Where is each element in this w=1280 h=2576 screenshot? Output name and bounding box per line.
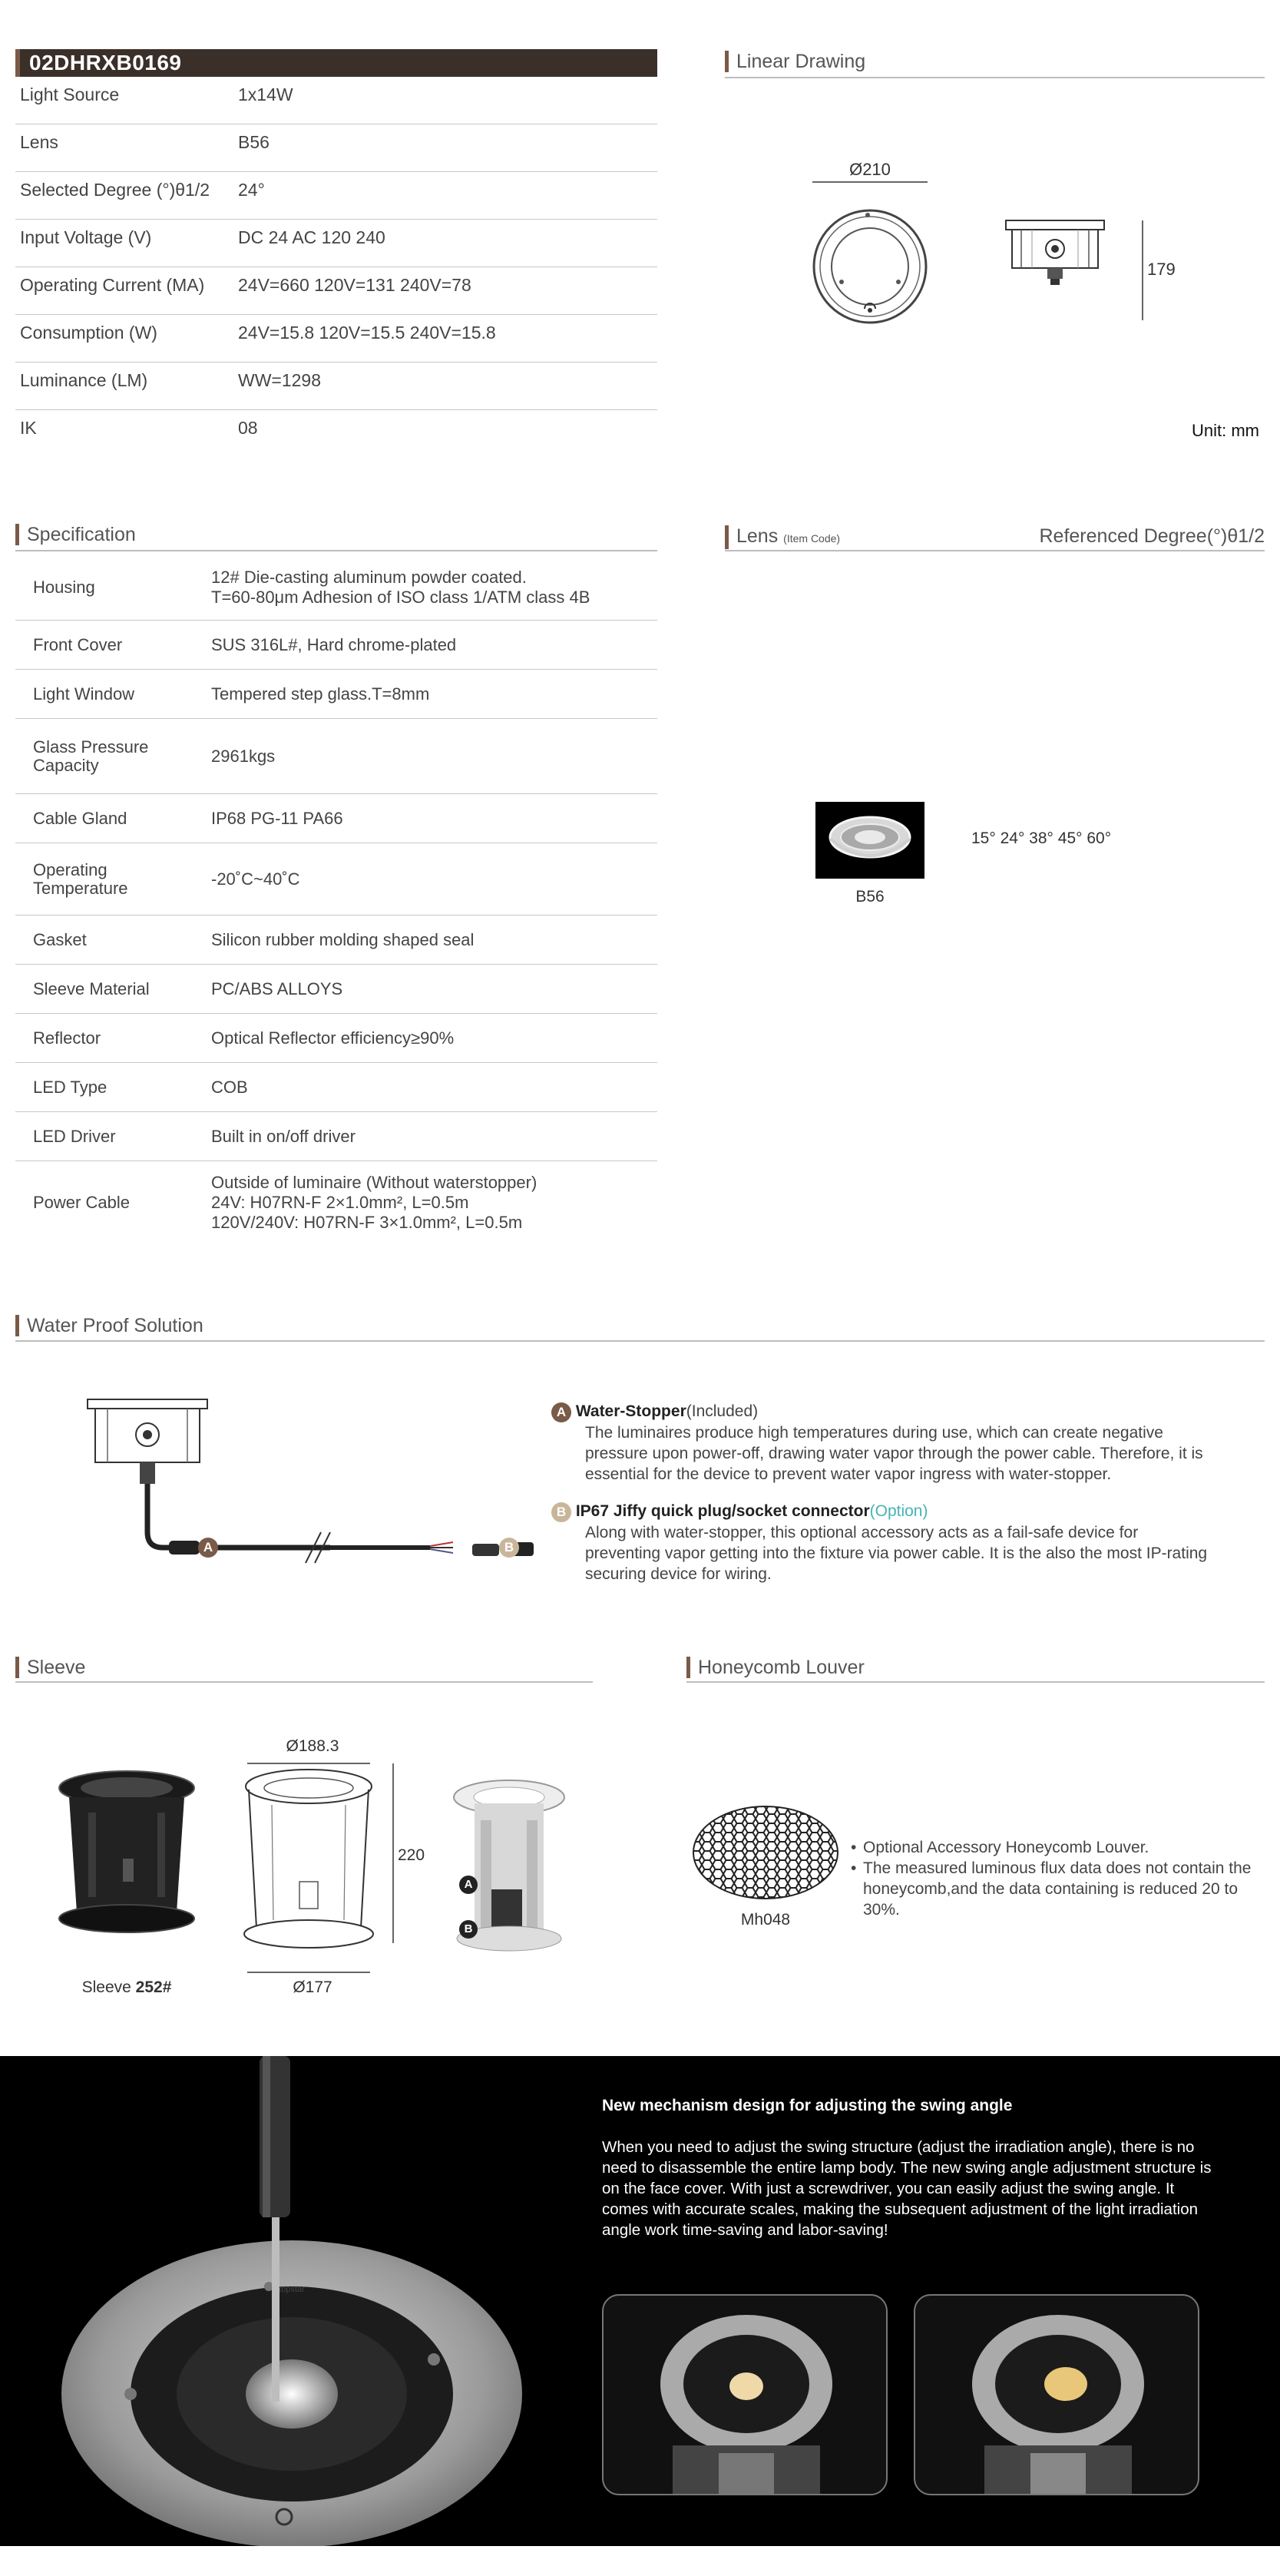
spec-row (15, 227, 657, 267)
swing-photo (61, 2056, 568, 2546)
specification-key (33, 931, 87, 949)
specification-key (33, 685, 134, 704)
specification-value-line: 12# Die-casting aluminum powder coated. (211, 568, 527, 587)
sleeve-bottom-dim: Ø177 (293, 1978, 332, 1996)
specification-row (15, 621, 657, 670)
referenced-degree-title: Referenced Degree(°)θ1/2 (1039, 525, 1265, 547)
linear-drawing (791, 178, 1190, 332)
sleeve-caption-model: 252# (135, 1978, 172, 1996)
spec-value: 24V=660 120V=131 240V=78 (238, 275, 471, 295)
sleeve-height-dim: 220 (398, 1846, 425, 1864)
specification-row (15, 843, 657, 916)
spec-value: 1x14W (238, 84, 293, 104)
honeycomb-note: The measured luminous flux data does not contain the honeycomb,and the data containing is reduced 20 to 30%. (863, 1859, 1252, 1919)
divider (15, 1340, 1265, 1342)
specification-value (211, 1173, 537, 1233)
specification-value (211, 684, 429, 704)
specification-value (211, 1078, 248, 1098)
badge-b: B (551, 1502, 571, 1522)
waterproof-diagram (77, 1390, 537, 1598)
spec-key: Input Voltage (V) (20, 227, 152, 247)
specification-row (15, 1161, 657, 1244)
sleeve-caption (54, 1978, 200, 1997)
specification-key-line: Housing (33, 578, 95, 597)
spec-row (15, 370, 657, 410)
specification-key-line: LED Type (33, 1078, 107, 1097)
specification-key-line: Glass Pressure (33, 737, 149, 757)
specification-row (15, 670, 657, 719)
sleeve-badge-a: A (459, 1876, 478, 1894)
unit-label: Unit: mm (1192, 421, 1259, 440)
spec-key: Selected Degree (°)θ1/2 (20, 180, 210, 200)
specification-value-line: COB (211, 1078, 248, 1097)
lens-name: B56 (855, 888, 885, 906)
specification-row (15, 794, 657, 843)
specification-value-line: PC/ABS ALLOYS (211, 979, 343, 998)
connector-note: (Option) (869, 1502, 928, 1520)
specification-value-line: IP68 PG-11 PA66 (211, 809, 343, 828)
spec-key: Luminance (LM) (20, 370, 148, 390)
specification-value-line: 120V/240V: H07RN-F 3×1.0mm², L=0.5m (211, 1213, 523, 1232)
specification-key (33, 861, 128, 898)
swing-text: When you need to adjust the swing structure (adjust the irradiation angle), there is no need to disassemble the entire lamp body. The new swing angle adjustment structure is on the face cover. With just a screwdriver, you can easily adjust the swing angle. It comes with accurate scales, making the subsequent adjustment of the light irradiation angle work time-saving and labor-saving! (602, 2138, 1212, 2239)
diameter-label: Ø210 (849, 160, 891, 179)
specification-value (211, 1127, 356, 1147)
water-stopper-block (551, 1401, 1212, 1485)
honeycomb-notes: • Optional Accessory Honeycomb Louver. • The measured luminous flux data does not contain the honeycomb,and the data containing is reduced 20 to 30%. (851, 1837, 1258, 1920)
specification-value-line: Outside of luminaire (Without waterstopper) (211, 1173, 537, 1192)
specification-value-line: -20˚C~40˚C (211, 869, 300, 889)
water-stopper-title: Water-Stopper (575, 1402, 686, 1420)
divider (725, 550, 1265, 551)
sleeve-image (54, 1766, 207, 1951)
lens-title-note: (Item Code) (783, 532, 841, 545)
connector-block (551, 1501, 1212, 1584)
specification-value (211, 930, 474, 950)
specification-title: Specification (15, 524, 136, 545)
specification-key-line: Power Cable (33, 1193, 130, 1212)
lens-title (725, 525, 840, 549)
specification-key (33, 738, 148, 775)
specification-value (211, 568, 590, 608)
spec-value: DC 24 AC 120 240 (238, 227, 385, 247)
spec-key: Operating Current (MA) (20, 275, 205, 295)
divider (15, 1681, 593, 1683)
specification-value-line: Built in on/off driver (211, 1127, 356, 1146)
brand-mark: topstar (279, 2285, 305, 2294)
specification-row (15, 719, 657, 794)
spec-row (15, 323, 657, 363)
specification-key-line: Capacity (33, 756, 99, 775)
water-stopper-note: (Included) (686, 1402, 759, 1420)
spec-value: 24° (238, 180, 265, 200)
specification-value (211, 869, 300, 889)
badge-a: A (551, 1402, 571, 1422)
connector-text: Along with water-stopper, this optional accessory acts as a fail-safe device for preventing vapor getting into the fixture via power cable. It is the also the most IP-rating securing device for wiring. (585, 1524, 1208, 1583)
sleeve-badge-b: B (459, 1920, 478, 1939)
spec-key: IK (20, 418, 37, 438)
spec-value: WW=1298 (238, 370, 322, 390)
divider (686, 1681, 1265, 1683)
specification-key-line: Front Cover (33, 635, 123, 654)
sleeve-drawing (238, 1759, 422, 1982)
specification-key (33, 1029, 101, 1048)
spec-value: 08 (238, 418, 258, 438)
height-label: 179 (1147, 260, 1176, 279)
specification-row (15, 555, 657, 621)
specification-row (15, 916, 657, 965)
honeycomb-title: Honeycomb Louver (686, 1657, 865, 1678)
specification-value-line: 24V: H07RN-F 2×1.0mm², L=0.5m (211, 1193, 469, 1212)
badge-b: B (499, 1538, 519, 1558)
divider (725, 77, 1265, 78)
spec-row (15, 275, 657, 315)
spec-value: B56 (238, 132, 270, 152)
spec-row (15, 418, 657, 449)
spec-row (15, 84, 657, 124)
specification-key (33, 578, 95, 597)
spec-key: Lens (20, 132, 58, 152)
lens-degrees: 15° 24° 38° 45° 60° (971, 829, 1112, 847)
divider (15, 550, 657, 551)
specification-key-line: Cable Gland (33, 809, 127, 828)
specification-value-line: T=60-80μm Adhesion of ISO class 1/ATM class 4B (211, 588, 590, 607)
honeycomb-note: Optional Accessory Honeycomb Louver. (863, 1839, 1149, 1856)
swing-title: New mechanism design for adjusting the swing angle (602, 2097, 1013, 2114)
specification-key-line: LED Driver (33, 1127, 116, 1146)
spec-row (15, 132, 657, 172)
lens-title-text: Lens (736, 525, 779, 547)
specification-value-line: Tempered step glass.T=8mm (211, 684, 430, 704)
specification-key (33, 980, 150, 998)
specification-key-line: Light Window (33, 684, 135, 704)
spec-row (15, 180, 657, 220)
specification-key (33, 810, 127, 828)
specification-value-line: Silicon rubber molding shaped seal (211, 930, 475, 949)
sleeve-caption-prefix: Sleeve (81, 1978, 136, 1996)
specification-row (15, 1014, 657, 1063)
sleeve-title: Sleeve (15, 1657, 85, 1678)
swing-photo-panel-2 (914, 2294, 1199, 2495)
specification-value-line: Optical Reflector efficiency≥90% (211, 1028, 455, 1048)
specification-row (15, 965, 657, 1014)
specification-value (211, 809, 343, 829)
specification-value (211, 979, 342, 999)
specification-key-line: Reflector (33, 1028, 101, 1048)
specification-key-line: Sleeve Material (33, 979, 150, 998)
specification-value (211, 635, 456, 655)
swing-photo-panel-1 (602, 2294, 888, 2495)
specification-key-line: Operating (33, 860, 107, 879)
honeycomb-image (691, 1805, 840, 1900)
specification-key-line: Gasket (33, 930, 87, 949)
specification-value-line: SUS 316L#, Hard chrome-plated (211, 635, 457, 654)
model-code: 02DHRXB0169 (29, 51, 182, 74)
specification-key (33, 1194, 130, 1212)
specification-value-line: 2961kgs (211, 747, 276, 766)
water-stopper-text: The luminaires produce high temperatures during use, which can create negative pressure upon power-off, drawing water vapor through the power cable. Therefore, it is essential for the device to prevent water vapor ingress with water-stopper. (585, 1424, 1203, 1483)
specification-row (15, 1063, 657, 1112)
linear-drawing-title: Linear Drawing (725, 51, 865, 72)
spec-key: Light Source (20, 84, 120, 104)
model-bar (15, 49, 657, 77)
honeycomb-code: Mh048 (740, 1911, 791, 1929)
spec-key: Consumption (W) (20, 323, 157, 343)
specification-key (33, 1127, 116, 1146)
specification-value (211, 1028, 454, 1048)
spec-value: 24V=15.8 120V=15.5 240V=15.8 (238, 323, 496, 343)
specification-key-line: Temperature (33, 879, 128, 898)
badge-a: A (198, 1538, 218, 1558)
waterproof-title: Water Proof Solution (15, 1315, 203, 1336)
specification-key (33, 636, 122, 654)
lens-image (815, 802, 924, 879)
specification-row (15, 1112, 657, 1161)
specification-key (33, 1078, 107, 1097)
specification-value (211, 747, 275, 767)
sleeve-top-dim: Ø188.3 (286, 1737, 339, 1755)
connector-title: IP67 Jiffy quick plug/socket connector (575, 1502, 870, 1520)
